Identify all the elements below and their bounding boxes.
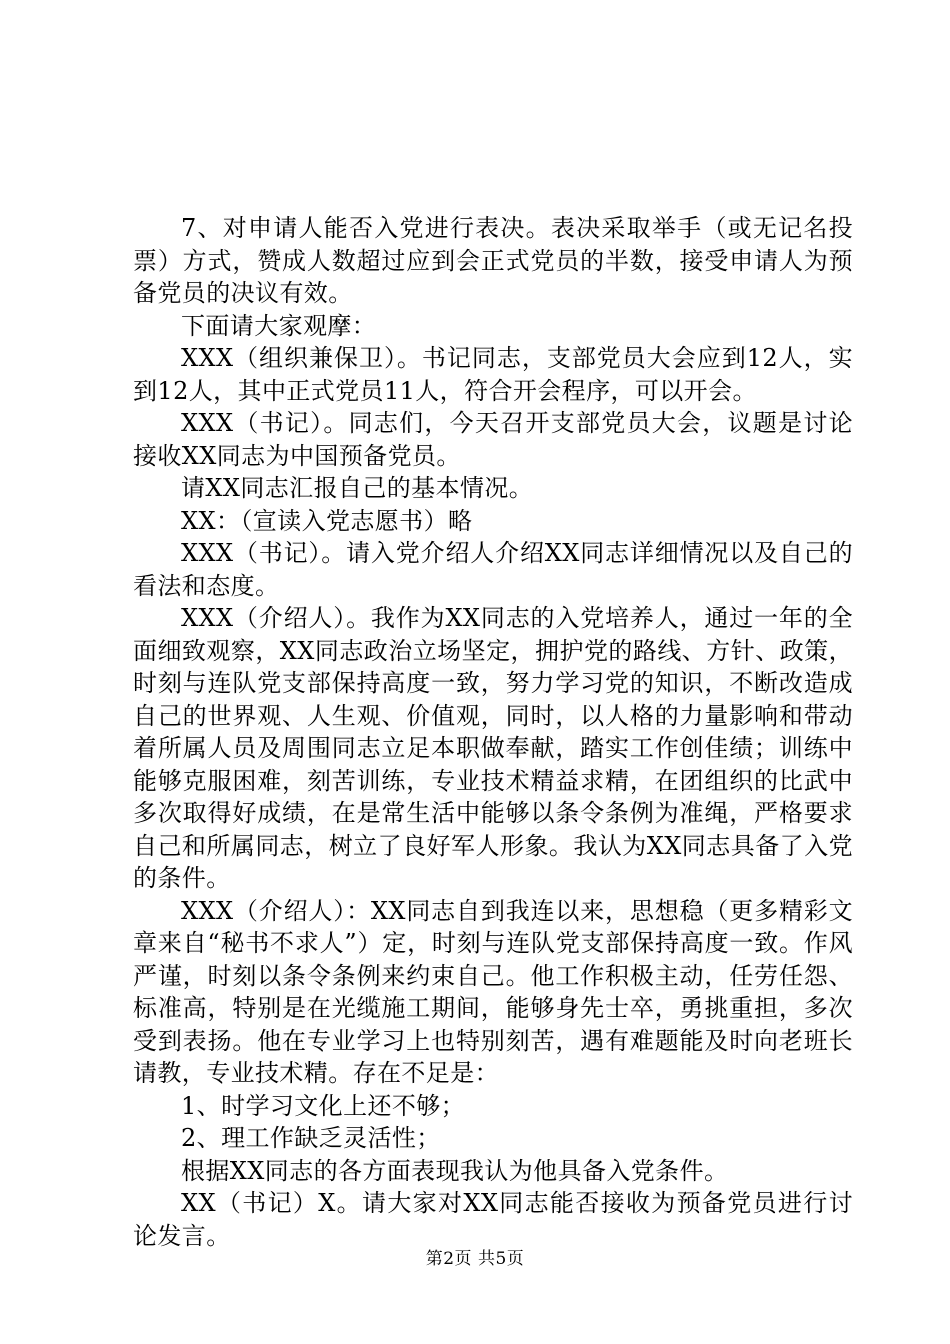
paragraph-observe: 下面请大家观摩：	[181, 311, 377, 340]
paragraph-secretary-opening: XXX（书记）。同志们，今天召开支部党员大会，议题是讨论接收XX同志为中国预备党员。	[133, 409, 853, 470]
paragraph-applicant-request: 请XX同志汇报自己的基本情况。	[181, 474, 534, 502]
paragraph-conclusion: 根据XX同志的各方面表现我认为他具备入党条件。	[181, 1156, 729, 1185]
paragraph-shortcoming-two: 2、理工作缺乏灵活性；	[181, 1124, 441, 1152]
paragraph-shortcoming-one: 1、时学习文化上还不够；	[181, 1091, 466, 1120]
paragraph-applicant-reading: XX：（宣读入党志愿书）略	[181, 506, 473, 535]
paragraph-organizer-report: XXX（组织兼保卫）。书记同志，支部党员大会应到12人，实到12人，其中正式党员11人，符合开会程序，可以开会。	[133, 344, 853, 405]
page-number: 第2页 共5页	[425, 1249, 525, 1269]
paragraph-secretary-introducer: XXX（书记）。请入党介绍人介绍XX同志详细情况以及自己的看法和态度。	[133, 539, 853, 600]
paragraph-vote: 7、对申请人能否入党进行表决。表决采取举手（或无记名投票）方式，赞成人数超过应到会正式党员的半数，接受申请人为预备党员的决议有效。	[133, 214, 853, 307]
paragraph-introducer-one: XXX（介绍人）。我作为XX同志的入党培养人，通过一年的全面细致观察，XX同志政治立场坚定，拥护党的路线、方针、政策，时刻与连队党支部保持高度一致，努力学习党的知识，不断改造成自己的世界观、人生观、价值观，同时，以人格的力量影响和带动着所属人员及周围同志立足本职做奉献，踏实工作创佳绩；训练中能够克服困难，刻苦训练，专业技术精益求精，在团组织的比武中多次取得好成绩，在是常生活中能够以条令条例为准绳，严格要求自己和所属同志，树立了良好军人形象。我认为XX同志具备了入党的条件。	[133, 604, 853, 892]
document-body	[133, 212, 853, 1252]
paragraph-introducer-two: XXX（介绍人）：XX同志自到我连以来，思想稳（更多精彩文章来自“秘书不求人”）定，时刻与连队党支部保持高度一致。作风严谨，时刻以条令条例来约束自己。他工作积极主动，任劳任怨、标准高，特别是在光缆施工期间，能够身先士卒，勇挑重担，多次受到表扬。他在专业学习上也特别刻苦，遇有难题能及时向老班长请教，专业技术精。存在不足是：	[133, 896, 853, 1087]
paragraph-discussion: XX（书记）X。请大家对XX同志能否接收为预备党员进行讨论发言。	[133, 1189, 853, 1250]
